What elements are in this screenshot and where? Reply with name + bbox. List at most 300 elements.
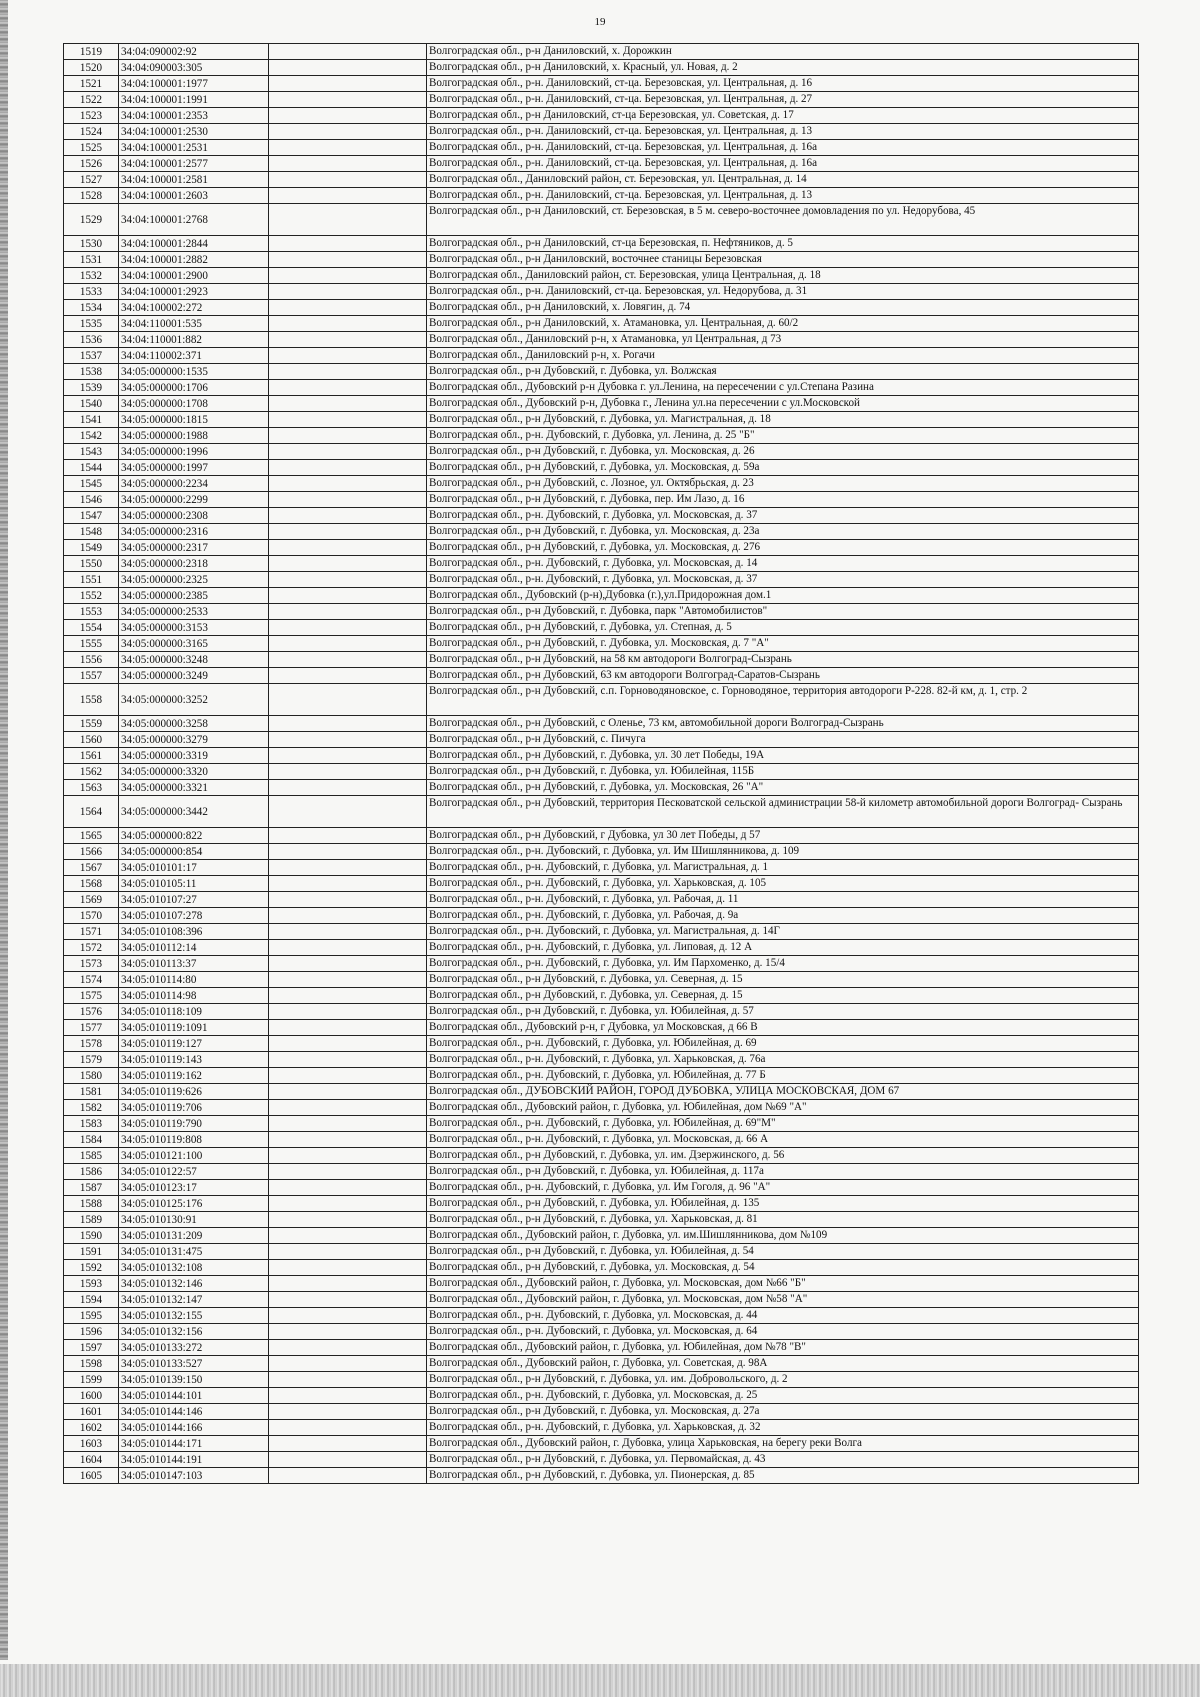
table-row [64,940,1139,956]
table-row [64,924,1139,940]
empty-cell [269,300,427,316]
address: Волгоградская обл., р-н Дубовский, г. Дубовка, ул. Юбилейная, д. 57 [427,1004,1139,1020]
table-row [64,780,1139,796]
row-number: 1527 [64,172,119,188]
empty-cell [269,316,427,332]
table-row [64,1292,1139,1308]
cadastral-number: 34:04:110002:371 [119,348,269,364]
table-row [64,108,1139,124]
cadastral-number: 34:05:010114:80 [119,972,269,988]
empty-cell [269,92,427,108]
empty-cell [269,876,427,892]
row-number: 1592 [64,1260,119,1276]
table-row [64,1116,1139,1132]
address: Волгоградская обл., р-н. Дубовский, г. Дубовка, ул. Им Пархоменко, д. 15/4 [427,956,1139,972]
table-row [64,828,1139,844]
cadastral-number: 34:05:010144:146 [119,1404,269,1420]
table-row [64,508,1139,524]
address: Волгоградская обл., р-н Дубовский, г. Дубовка, ул. им. Добровольского, д. 2 [427,1372,1139,1388]
cadastral-number: 34:05:010119:808 [119,1132,269,1148]
empty-cell [269,604,427,620]
row-number: 1568 [64,876,119,892]
cadastral-number: 34:05:010112:14 [119,940,269,956]
row-number: 1604 [64,1452,119,1468]
table-row [64,732,1139,748]
table-row [64,908,1139,924]
cadastral-number: 34:05:010107:27 [119,892,269,908]
registry-body [64,44,1139,1484]
empty-cell [269,1388,427,1404]
cadastral-number: 34:04:100001:2353 [119,108,269,124]
empty-cell [269,1196,427,1212]
registry-table [63,43,1139,1484]
row-number: 1593 [64,1276,119,1292]
table-row [64,92,1139,108]
table-row [64,764,1139,780]
empty-cell [269,684,427,716]
empty-cell [269,972,427,988]
empty-cell [269,1436,427,1452]
address: Волгоградская обл., Дубовский район, г. Дубовка, ул. Советская, д. 98А [427,1356,1139,1372]
address: Волгоградская обл., р-н Даниловский, х. Атамановка, ул. Центральная, д. 60/2 [427,316,1139,332]
empty-cell [269,396,427,412]
row-number: 1540 [64,396,119,412]
table-row [64,1260,1139,1276]
cadastral-number: 34:05:010119:626 [119,1084,269,1100]
address: Волгоградская обл., р-н Дубовский, г. Дубовка, ул. Магистральная, д. 18 [427,412,1139,428]
empty-cell [269,636,427,652]
cadastral-number: 34:05:010132:108 [119,1260,269,1276]
table-row [64,1356,1139,1372]
table-row [64,1388,1139,1404]
empty-cell [269,1132,427,1148]
row-number: 1550 [64,556,119,572]
row-number: 1522 [64,92,119,108]
table-row [64,844,1139,860]
cadastral-number: 34:05:010147:103 [119,1468,269,1484]
row-number: 1559 [64,716,119,732]
address: Волгоградская обл., Дубовский район, г. Дубовка, ул. Юбилейная, дом №69 "А" [427,1100,1139,1116]
cadastral-number: 34:05:010133:527 [119,1356,269,1372]
empty-cell [269,124,427,140]
address: Волгоградская обл., р-н. Дубовский, г. Дубовка, ул. Харьковская, д. 76а [427,1052,1139,1068]
empty-cell [269,652,427,668]
row-number: 1555 [64,636,119,652]
table-row [64,44,1139,60]
address: Волгоградская обл., р-н Дубовский, с. Пичуга [427,732,1139,748]
row-number: 1526 [64,156,119,172]
address: Волгоградская обл., Даниловский район, ст. Березовская, ул. Центральная, д. 14 [427,172,1139,188]
cadastral-number: 34:05:010144:101 [119,1388,269,1404]
address: Волгоградская обл., Дубовский р-н Дубовка г. ул.Ленина, на пересечении с ул.Степана Разина [427,380,1139,396]
address: Волгоградская обл., р-н Дубовский, г. Дубовка, ул. Московская, д. 7 "А" [427,636,1139,652]
row-number: 1584 [64,1132,119,1148]
cadastral-number: 34:05:010119:162 [119,1068,269,1084]
empty-cell [269,668,427,684]
empty-cell [269,860,427,876]
cadastral-number: 34:05:000000:2316 [119,524,269,540]
row-number: 1565 [64,828,119,844]
address: Волгоградская обл., Дубовский (р-н),Дубовка (г.),ул.Придорожная дом.1 [427,588,1139,604]
address: Волгоградская обл., р-н Дубовский, с.п. Горноводяновское, с. Горноводяное, территория автодороги Р-228. 82-й км, д. 1, стр. 2 [427,684,1139,716]
cadastral-number: 34:05:000000:854 [119,844,269,860]
empty-cell [269,332,427,348]
table-row [64,1308,1139,1324]
table-row [64,748,1139,764]
cadastral-number: 34:05:000000:2299 [119,492,269,508]
address: Волгоградская обл., р-н Дубовский, г. Дубовка, ул. Юбилейная, д. 135 [427,1196,1139,1212]
empty-cell [269,1020,427,1036]
address: Волгоградская обл., р-н Дубовский, 63 км автодороги Волгоград-Саратов-Сызрань [427,668,1139,684]
table-row [64,956,1139,972]
address: Волгоградская обл., р-н Дубовский, г. Дубовка, пер. Им Лазо, д. 16 [427,492,1139,508]
address: Волгоградская обл., Даниловский район, ст. Березовская, улица Центральная, д. 18 [427,268,1139,284]
address: Волгоградская обл., Дубовский р-н, г Дубовка, ул Московская, д 66 В [427,1020,1139,1036]
address: Волгоградская обл., р-н Дубовский, г. Дубовка, ул. Северная, д. 15 [427,988,1139,1004]
address: Волгоградская обл., р-н Даниловский, восточнее станицы Березовская [427,252,1139,268]
table-row [64,1228,1139,1244]
cadastral-number: 34:05:000000:3442 [119,796,269,828]
table-row [64,188,1139,204]
empty-cell [269,1340,427,1356]
empty-cell [269,428,427,444]
cadastral-number: 34:04:100001:2577 [119,156,269,172]
address: Волгоградская обл., р-н. Дубовский, г. Дубовка, ул. Магистральная, д. 1 [427,860,1139,876]
row-number: 1564 [64,796,119,828]
cadastral-number: 34:05:010132:156 [119,1324,269,1340]
cadastral-number: 34:05:010144:166 [119,1420,269,1436]
row-number: 1544 [64,460,119,476]
row-number: 1582 [64,1100,119,1116]
address: Волгоградская обл., р-н. Даниловский, ст-ца. Березовская, ул. Центральная, д. 16а [427,156,1139,172]
cadastral-number: 34:05:000000:1708 [119,396,269,412]
address: Волгоградская обл., Даниловский р-н, х Атамановка, ул Центральная, д 73 [427,332,1139,348]
empty-cell [269,380,427,396]
cadastral-number: 34:05:010144:191 [119,1452,269,1468]
row-number: 1546 [64,492,119,508]
row-number: 1548 [64,524,119,540]
address: Волгоградская обл., р-н Дубовский, территория Песковатской сельской администрации 58-й километр автомобильной дороги Волгоград- Сызрань [427,796,1139,828]
cadastral-number: 34:04:110001:882 [119,332,269,348]
row-number: 1549 [64,540,119,556]
cadastral-number: 34:04:100001:1991 [119,92,269,108]
address: Волгоградская обл., р-н Даниловский, ст. Березовская, в 5 м. северо-восточнее домовладения по ул. Недорубова, 45 [427,204,1139,236]
empty-cell [269,796,427,828]
cadastral-number: 34:05:010119:1091 [119,1020,269,1036]
cadastral-number: 34:05:000000:1815 [119,412,269,428]
table-row [64,60,1139,76]
empty-cell [269,540,427,556]
empty-cell [269,764,427,780]
address: Волгоградская обл., р-н Дубовский, г. Дубовка, ул. 30 лет Победы, 19А [427,748,1139,764]
cadastral-number: 34:05:010119:127 [119,1036,269,1052]
row-number: 1547 [64,508,119,524]
row-number: 1586 [64,1164,119,1180]
row-number: 1551 [64,572,119,588]
empty-cell [269,988,427,1004]
empty-cell [269,1068,427,1084]
empty-cell [269,44,427,60]
address: Волгоградская обл., р-н Дубовский, г. Дубовка, ул. Московская, д. 26 [427,444,1139,460]
row-number: 1600 [64,1388,119,1404]
empty-cell [269,1292,427,1308]
row-number: 1537 [64,348,119,364]
empty-cell [269,444,427,460]
row-number: 1594 [64,1292,119,1308]
table-row [64,1004,1139,1020]
empty-cell [269,1036,427,1052]
table-row [64,284,1139,300]
row-number: 1552 [64,588,119,604]
row-number: 1570 [64,908,119,924]
cadastral-number: 34:04:100001:2882 [119,252,269,268]
address: Волгоградская обл., р-н. Дубовский, г. Дубовка, ул. Московская, д. 37 [427,508,1139,524]
cadastral-number: 34:05:010101:17 [119,860,269,876]
address: Волгоградская обл., р-н. Дубовский, г. Дубовка, ул. Юбилейная, д. 69"М" [427,1116,1139,1132]
cadastral-number: 34:05:000000:1988 [119,428,269,444]
cadastral-number: 34:05:000000:3319 [119,748,269,764]
address: Волгоградская обл., р-н Дубовский, г. Дубовка, ул. Волжская [427,364,1139,380]
table-row [64,204,1139,236]
cadastral-number: 34:05:010113:37 [119,956,269,972]
empty-cell [269,1148,427,1164]
address: Волгоградская обл., р-н Даниловский, х. Дорожкин [427,44,1139,60]
empty-cell [269,1452,427,1468]
empty-cell [269,204,427,236]
row-number: 1573 [64,956,119,972]
cadastral-number: 34:05:010118:109 [119,1004,269,1020]
cadastral-number: 34:05:010114:98 [119,988,269,1004]
address: Волгоградская обл., р-н Дубовский, г. Дубовка, ул. Московская, 26 "А" [427,780,1139,796]
table-row [64,268,1139,284]
row-number: 1583 [64,1116,119,1132]
address: Волгоградская обл., р-н Дубовский, г. Дубовка, ул. Московская, д. 276 [427,540,1139,556]
table-row [64,316,1139,332]
address: Волгоградская обл., р-н Дубовский, г. Дубовка, ул. Московская, д. 27а [427,1404,1139,1420]
cadastral-number: 34:04:100001:2603 [119,188,269,204]
row-number: 1589 [64,1212,119,1228]
table-row [64,1036,1139,1052]
address: Волгоградская обл., ДУБОВСКИЙ РАЙОН, ГОРОД ДУБОВКА, УЛИЦА МОСКОВСКАЯ, ДОМ 67 [427,1084,1139,1100]
row-number: 1529 [64,204,119,236]
address: Волгоградская обл., р-н. Дубовский, г. Дубовка, ул. Рабочая, д. 9а [427,908,1139,924]
empty-cell [269,1180,427,1196]
row-number: 1561 [64,748,119,764]
table-row [64,1132,1139,1148]
cadastral-number: 34:05:000000:1535 [119,364,269,380]
row-number: 1528 [64,188,119,204]
empty-cell [269,108,427,124]
address: Волгоградская обл., р-н. Даниловский, ст-ца. Березовская, ул. Центральная, д. 13 [427,124,1139,140]
cadastral-number: 34:05:000000:2325 [119,572,269,588]
table-row [64,1372,1139,1388]
cadastral-number: 34:05:010119:706 [119,1100,269,1116]
empty-cell [269,524,427,540]
cadastral-number: 34:05:010132:147 [119,1292,269,1308]
cadastral-number: 34:05:000000:2533 [119,604,269,620]
table-row [64,172,1139,188]
table-row [64,652,1139,668]
empty-cell [269,588,427,604]
empty-cell [269,236,427,252]
cadastral-number: 34:05:000000:1706 [119,380,269,396]
row-number: 1524 [64,124,119,140]
table-row [64,1244,1139,1260]
row-number: 1605 [64,1468,119,1484]
table-row [64,1196,1139,1212]
empty-cell [269,172,427,188]
table-row [64,1164,1139,1180]
address: Волгоградская обл., р-н Дубовский, г. Дубовка, ул. Московская, д. 54 [427,1260,1139,1276]
table-row [64,1404,1139,1420]
empty-cell [269,716,427,732]
row-number: 1587 [64,1180,119,1196]
row-number: 1520 [64,60,119,76]
table-row [64,428,1139,444]
row-number: 1536 [64,332,119,348]
address: Волгоградская обл., р-н Даниловский, ст-ца Березовская, ул. Советская, д. 17 [427,108,1139,124]
empty-cell [269,1228,427,1244]
empty-cell [269,508,427,524]
table-row [64,860,1139,876]
address: Волгоградская обл., р-н. Дубовский, г. Дубовка, ул. Юбилейная, д. 69 [427,1036,1139,1052]
table-row [64,1276,1139,1292]
table-row [64,876,1139,892]
row-number: 1539 [64,380,119,396]
address: Волгоградская обл., р-н Дубовский, г Дубовка, ул 30 лет Победы, д 57 [427,828,1139,844]
scan-edge-left [0,0,8,1660]
cadastral-number: 34:04:100001:2923 [119,284,269,300]
row-number: 1558 [64,684,119,716]
row-number: 1521 [64,76,119,92]
cadastral-number: 34:05:010131:209 [119,1228,269,1244]
empty-cell [269,780,427,796]
cadastral-number: 34:05:000000:3249 [119,668,269,684]
empty-cell [269,844,427,860]
address: Волгоградская обл., р-н. Дубовский, г. Дубовка, ул. Юбилейная, д. 77 Б [427,1068,1139,1084]
table-row [64,380,1139,396]
cadastral-number: 34:05:000000:3153 [119,620,269,636]
cadastral-number: 34:05:010132:146 [119,1276,269,1292]
table-row [64,444,1139,460]
empty-cell [269,460,427,476]
address: Волгоградская обл., Дубовский район, г. Дубовка, ул. Юбилейная, дом №78 "В" [427,1340,1139,1356]
table-row [64,1084,1139,1100]
address: Волгоградская обл., р-н. Дубовский, г. Дубовка, ул. Рабочая, д. 11 [427,892,1139,908]
address: Волгоградская обл., р-н Дубовский, на 58 км автодороги Волгоград-Сызрань [427,652,1139,668]
row-number: 1601 [64,1404,119,1420]
address: Волгоградская обл., р-н Даниловский, ст-ца Березовская, п. Нефтяников, д. 5 [427,236,1139,252]
address: Волгоградская обл., р-н. Дубовский, г. Дубовка, ул. Харьковская, д. 105 [427,876,1139,892]
table-row [64,1052,1139,1068]
cadastral-number: 34:04:100001:2900 [119,268,269,284]
row-number: 1577 [64,1020,119,1036]
row-number: 1542 [64,428,119,444]
table-row [64,332,1139,348]
cadastral-number: 34:04:100001:2581 [119,172,269,188]
cadastral-number: 34:05:000000:1996 [119,444,269,460]
row-number: 1556 [64,652,119,668]
empty-cell [269,1468,427,1484]
row-number: 1541 [64,412,119,428]
table-row [64,1148,1139,1164]
empty-cell [269,364,427,380]
address: Волгоградская обл., р-н. Дубовский, г. Дубовка, ул. Харьковская, д. 32 [427,1420,1139,1436]
address: Волгоградская обл., р-н Дубовский, г. Дубовка, ул. Юбилейная, д. 54 [427,1244,1139,1260]
table-row [64,604,1139,620]
row-number: 1595 [64,1308,119,1324]
empty-cell [269,1372,427,1388]
table-row [64,988,1139,1004]
address: Волгоградская обл., р-н. Дубовский, г. Дубовка, ул. Московская, д. 64 [427,1324,1139,1340]
address: Волгоградская обл., р-н. Дубовский, г. Дубовка, ул. Московская, д. 25 [427,1388,1139,1404]
scan-edge-bottom [0,1664,1200,1697]
address: Волгоградская обл., р-н. Даниловский, ст-ца. Березовская, ул. Центральная, д. 13 [427,188,1139,204]
row-number: 1581 [64,1084,119,1100]
address: Волгоградская обл., р-н Дубовский, с Оленье, 73 км, автомобильной дороги Волгоград-Сызрань [427,716,1139,732]
row-number: 1572 [64,940,119,956]
empty-cell [269,1324,427,1340]
row-number: 1603 [64,1436,119,1452]
row-number: 1569 [64,892,119,908]
address: Волгоградская обл., Дубовский район, г. Дубовка, улица Харьковская, на берегу реки Волга [427,1436,1139,1452]
row-number: 1575 [64,988,119,1004]
address: Волгоградская обл., р-н Дубовский, г. Дубовка, ул. Московская, д. 23а [427,524,1139,540]
cadastral-number: 34:04:100001:1977 [119,76,269,92]
empty-cell [269,1100,427,1116]
table-row [64,156,1139,172]
empty-cell [269,284,427,300]
table-row [64,124,1139,140]
empty-cell [269,892,427,908]
row-number: 1530 [64,236,119,252]
address: Волгоградская обл., р-н Дубовский, г. Дубовка, ул. Первомайская, д. 43 [427,1452,1139,1468]
cadastral-number: 34:05:000000:3252 [119,684,269,716]
address: Волгоградская обл., Дубовский район, г. Дубовка, ул. Московская, дом №66 "Б" [427,1276,1139,1292]
cadastral-number: 34:05:010123:17 [119,1180,269,1196]
cadastral-number: 34:05:000000:2234 [119,476,269,492]
empty-cell [269,748,427,764]
empty-cell [269,1052,427,1068]
cadastral-number: 34:04:100001:2531 [119,140,269,156]
page-number: 19 [594,16,606,28]
table-row [64,684,1139,716]
row-number: 1533 [64,284,119,300]
empty-cell [269,1212,427,1228]
row-number: 1597 [64,1340,119,1356]
empty-cell [269,1260,427,1276]
row-number: 1596 [64,1324,119,1340]
empty-cell [269,412,427,428]
address: Волгоградская обл., р-н. Дубовский, г. Дубовка, ул. Ленина, д. 25 "Б" [427,428,1139,444]
cadastral-number: 34:05:000000:822 [119,828,269,844]
cadastral-number: 34:04:100001:2844 [119,236,269,252]
table-row [64,76,1139,92]
address: Волгоградская обл., р-н Дубовский, с. Лозное, ул. Октябрьская, д. 23 [427,476,1139,492]
empty-cell [269,924,427,940]
address: Волгоградская обл., р-н Дубовский, г. Дубовка, ул. Пионерская, д. 85 [427,1468,1139,1484]
empty-cell [269,620,427,636]
cadastral-number: 34:05:000000:2318 [119,556,269,572]
row-number: 1557 [64,668,119,684]
cadastral-number: 34:05:010105:11 [119,876,269,892]
cadastral-number: 34:04:100002:272 [119,300,269,316]
row-number: 1602 [64,1420,119,1436]
cadastral-number: 34:04:090003:305 [119,60,269,76]
row-number: 1543 [64,444,119,460]
cadastral-number: 34:05:000000:3165 [119,636,269,652]
cadastral-number: 34:04:100001:2530 [119,124,269,140]
